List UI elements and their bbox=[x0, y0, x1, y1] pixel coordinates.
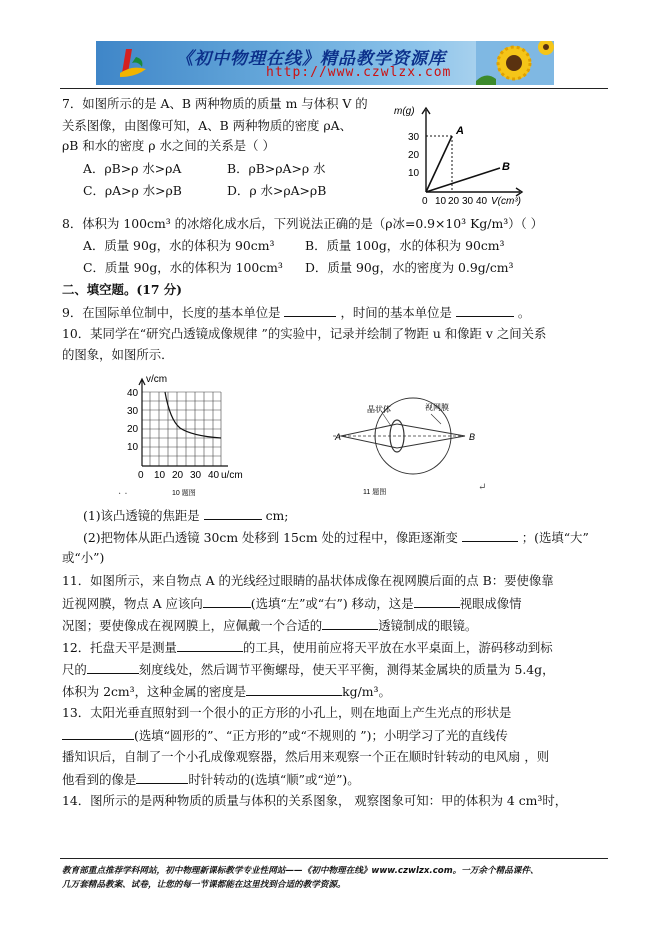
q7-option-c: C．ρA>ρ 水>ρB bbox=[83, 183, 182, 198]
q7-option-b: B．ρB>ρA>ρ 水 bbox=[227, 161, 326, 176]
graph7-ytick-20: 20 bbox=[408, 150, 420, 161]
q11-line3-text-b: 透镜制成的眼镜。 bbox=[378, 618, 478, 633]
q11-line2 bbox=[62, 595, 522, 612]
footer-line1: 教育部重点推荐学科网站，初中物理新课标教学专业性网站——《初中物理在线》www.czwlzx.com。一万余个精品课件、 bbox=[62, 866, 539, 876]
eye-lens-label: 晶状体 bbox=[367, 405, 391, 414]
logo-icon bbox=[118, 47, 148, 79]
q8-option-c: C．质量 90g，水的体积为 100cm³ bbox=[83, 260, 283, 275]
q12-line1 bbox=[62, 639, 553, 656]
graph10-ytick-20: 20 bbox=[127, 424, 139, 435]
q10-blank-focal-length[interactable] bbox=[204, 507, 262, 520]
eye-retina-label: 视网膜 bbox=[425, 403, 449, 412]
q7-option-d: D．ρ 水>ρA>ρB bbox=[227, 183, 327, 198]
graph10-ytick-40: 40 bbox=[127, 388, 139, 399]
graph10-ylabel: v/cm bbox=[146, 374, 168, 385]
q7-line1: 7．如图所示的是 A、B 两种物质的质量 m 与体积 V 的 bbox=[62, 96, 368, 111]
graph7-xtick-0: 0 bbox=[422, 196, 428, 207]
q11-line3-text-a: 况图；要使像成在视网膜上，应佩戴一个合适的 bbox=[62, 618, 323, 633]
graph7-label-b: B bbox=[502, 161, 510, 173]
graph7-xtick-40: 40 bbox=[476, 196, 488, 207]
footer-line2: 几万套精品教案、试卷，让您的每一节课都能在这里找到合适的教学资源。 bbox=[62, 880, 346, 890]
dots-left: . . bbox=[118, 486, 128, 497]
sunflower-image bbox=[476, 41, 554, 85]
q13-line4 bbox=[62, 771, 360, 788]
return-mark: ↵ bbox=[478, 482, 487, 493]
q12-line1-text-b: 的工具，使用前应将天平放在水平桌面上，游码移动到标 bbox=[242, 640, 553, 655]
banner-url[interactable]: http://www.czwlzx.com bbox=[266, 65, 452, 80]
q11-line1: 11．如图所示，来自物点 A 的光线经过眼睛的晶状体成像在视网膜后面的点 B：要使像靠 bbox=[62, 573, 554, 588]
q12-line3-text-a: 体积为 2cm³，这种金属的密度是 bbox=[62, 684, 247, 699]
q8-stem: 8．体积为 100cm³ 的冰熔化成水后，下列说法正确的是（ρ冰=0.9×10³ Kg/m³）（ ） bbox=[62, 216, 544, 231]
graph10-xtick-0: 0 bbox=[138, 470, 144, 481]
q11-line2-text-b: (选填“左”或“右”) 移动，这是 bbox=[250, 596, 414, 611]
q11-line3 bbox=[62, 617, 477, 634]
graph7-ylabel: m(g) bbox=[394, 106, 415, 117]
graph10-xtick-30: 30 bbox=[190, 470, 202, 481]
graph7-label-a: A bbox=[456, 125, 464, 137]
q9-text-b: ，时间的基本单位是 bbox=[340, 305, 452, 320]
q10-blank-image-distance[interactable] bbox=[462, 529, 518, 542]
graph7-xtick-10: 10 bbox=[435, 196, 447, 207]
q10-sub2-cont: 或“小”) bbox=[62, 550, 105, 565]
graph10-xlabel: u/cm bbox=[221, 470, 243, 481]
graph7-xtick-30: 30 bbox=[462, 196, 474, 207]
line-a bbox=[426, 136, 452, 192]
q12-blank-density[interactable] bbox=[246, 683, 342, 696]
q12-line2 bbox=[62, 661, 554, 678]
q10-sub1-unit: cm; bbox=[265, 508, 289, 523]
q10-sub2 bbox=[83, 529, 589, 546]
q13-line4-text-a: 他看到的像是 bbox=[62, 772, 137, 787]
q12-line1-text-a: 12．托盘天平是测量 bbox=[62, 640, 177, 655]
graph10-ytick-10: 10 bbox=[127, 442, 139, 453]
q12-blank-scale-mark[interactable] bbox=[87, 661, 139, 674]
q9-text-a: 9．在国际单位制中，长度的基本单位是 bbox=[62, 305, 281, 320]
q11-line2-text-c: 视眼成像情 bbox=[459, 596, 522, 611]
q13-blank-rotation[interactable] bbox=[136, 771, 188, 784]
banner-title: 《初中物理在线》精品教学资源库 bbox=[176, 49, 446, 69]
header-banner bbox=[96, 41, 554, 85]
q7-line2: 关系图像，由图像可知，A、B 两种物质的密度 ρA、 bbox=[62, 118, 352, 133]
mass-volume-graph bbox=[392, 100, 532, 208]
q10-line1: 10．某同学在“研究凸透镜成像规律 ”的实验中，记录并绘制了物距 u 和像距 v 之间关系 bbox=[62, 326, 547, 341]
q7-line3: ρB 和水的密度 ρ 水之间的关系是（ ） bbox=[62, 138, 275, 153]
graph10-caption: 10 题图 bbox=[172, 490, 196, 497]
footer-divider bbox=[60, 858, 608, 859]
graph10-xtick-20: 20 bbox=[172, 470, 184, 481]
q10-sub1 bbox=[83, 507, 288, 524]
q8-option-b: B．质量 100g，水的体积为 90cm³ bbox=[305, 238, 505, 253]
graph10-ytick-30: 30 bbox=[127, 406, 139, 417]
q11-blank-vision-type[interactable] bbox=[414, 595, 460, 608]
eye-point-b: B bbox=[469, 432, 476, 442]
graph7-xlabel: V(cm³) bbox=[491, 196, 521, 207]
q14-line1: 14．图所示的是两种物质的质量与体积的关系图象， 观察图象可知：甲的体积为 4 cm³时， bbox=[62, 793, 568, 808]
q9-blank-time-unit[interactable] bbox=[456, 304, 514, 317]
q13-line1: 13．太阳光垂直照射到一个很小的正方形的小孔上，则在地面上产生光点的形状是 bbox=[62, 705, 512, 720]
q10-line2: 的图象，如图所示． bbox=[62, 347, 174, 362]
q13-line4-text-b: 时针转动的(选填“顺”或“逆”)。 bbox=[188, 772, 360, 787]
graph7-ytick-10: 10 bbox=[408, 168, 420, 179]
section-fill-blank-heading: 二、填空题。(17 分) bbox=[62, 282, 183, 297]
q13-blank-shape[interactable] bbox=[62, 727, 134, 740]
q10-sub2-text: (2)把物体从距凸透镜 30cm 处移到 15cm 处的过程中，像距逐渐变 bbox=[83, 530, 458, 545]
q8-option-a: A．质量 90g，水的体积为 90cm³ bbox=[83, 238, 275, 253]
eye-point-a: A bbox=[335, 432, 342, 442]
graph10-xtick-10: 10 bbox=[154, 470, 166, 481]
q12-line2-text-a: 尺的 bbox=[62, 662, 87, 677]
graph10-xtick-40: 40 bbox=[208, 470, 220, 481]
q13-line2 bbox=[62, 727, 508, 744]
q11-blank-lens-type[interactable] bbox=[322, 617, 378, 630]
q7-option-a: A．ρB>ρ 水>ρA bbox=[83, 161, 182, 176]
lens-uv-graph bbox=[120, 370, 260, 500]
q12-blank-measures[interactable] bbox=[177, 639, 243, 652]
q12-line3 bbox=[62, 683, 391, 700]
q12-line3-text-b: kg/m³。 bbox=[342, 684, 391, 699]
q11-blank-direction[interactable] bbox=[203, 595, 251, 608]
graph7-xtick-20: 20 bbox=[448, 196, 460, 207]
eye-caption: 11 题图 bbox=[363, 489, 387, 496]
q9-blank-length-unit[interactable] bbox=[284, 304, 336, 317]
line-b bbox=[426, 168, 500, 192]
q13-line2-text: (选填“圆形的”、“正方形的”或“不规则的 ”)；小明学习了光的直线传 bbox=[134, 728, 508, 743]
q12-line2-text-b: 刻度线处，然后调节平衡螺母，使天平平衡，测得某金属块的质量为 5.4g， bbox=[138, 662, 555, 677]
q8-option-d: D．质量 90g，水的密度为 0.9g/cm³ bbox=[305, 260, 514, 275]
q13-line3: 播知识后，自制了一个小孔成像观察器，然后用来观察一个正在顺时针转动的电风扇 ，则 bbox=[62, 749, 550, 764]
q10-sub1-text: (1)该凸透镜的焦距是 bbox=[83, 508, 200, 523]
q9-text-c: 。 bbox=[517, 305, 531, 320]
header-divider bbox=[60, 88, 608, 89]
q11-line2-text-a: 近视网膜，物点 A 应该向 bbox=[62, 596, 203, 611]
eye-diagram bbox=[325, 392, 485, 502]
q10-sub2-choice: ；(选填“大” bbox=[521, 530, 589, 545]
q9-line bbox=[62, 304, 530, 321]
graph7-ytick-30: 30 bbox=[408, 132, 420, 143]
